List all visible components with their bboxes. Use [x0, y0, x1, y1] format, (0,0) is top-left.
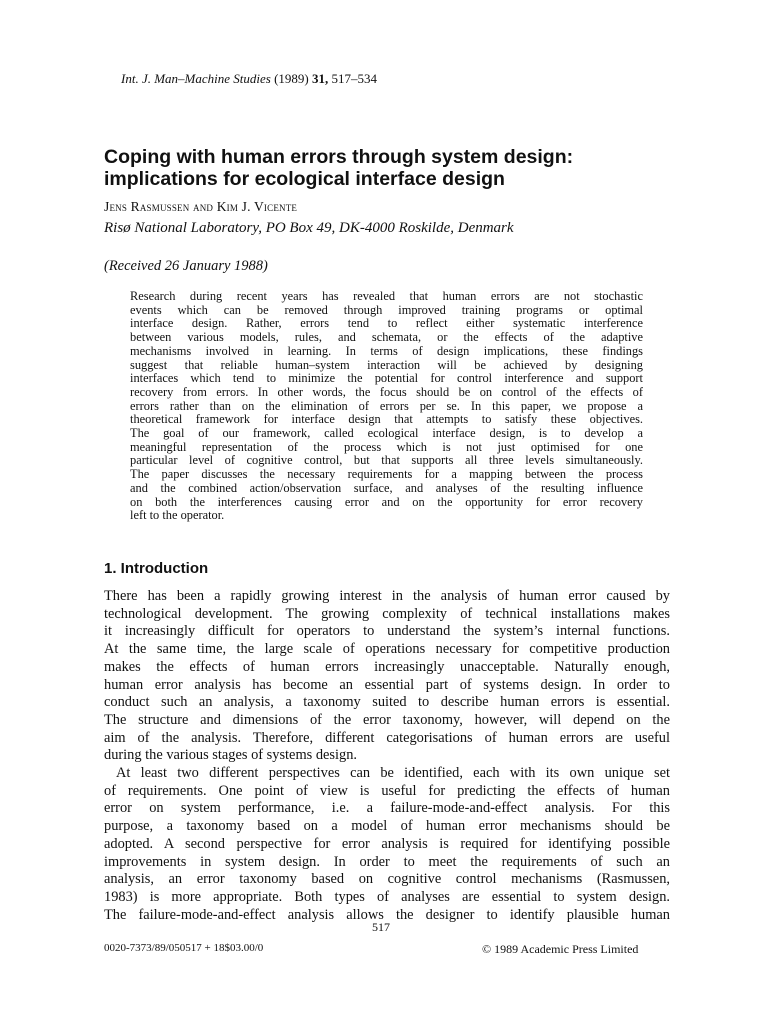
body-line: At the same time, the large scale of operations necessary for competitive production: [104, 641, 670, 658]
body-line: of requirements. One point of view is useful for predicting the effects of human: [104, 782, 670, 799]
abstract-line: suggest that reliable human–system interaction will be achieved by designing: [130, 357, 643, 372]
body-line: error on system performance, i.e. a failure-mode-and-effect analysis. For this: [104, 800, 670, 817]
body-line: technological development. The growing complexity of technical installations makes: [104, 605, 670, 622]
body-line: analysis, an error taxonomy based on cognitive control mechanisms (Rasmussen,: [104, 871, 670, 888]
section-heading: 1. Introduction: [104, 560, 209, 577]
author-list: Jens Rasmussen and Kim J. Vicente: [104, 199, 298, 214]
abstract-line: errors rather than on the elimination of errors per se. In this paper, we propose a: [130, 398, 643, 413]
body-line: during the various stages of systems design.: [104, 747, 358, 764]
abstract-line: The goal of our framework, called ecological interface design, is to develop a: [130, 426, 643, 441]
received-date: (Received 26 January 1988): [104, 258, 268, 274]
abstract-line: and the combined action/observation surface, and analyses of the resulting influence: [130, 480, 643, 495]
body-line: conduct such an analysis, a taxonomy suited to describe human errors is essential.: [104, 694, 670, 711]
body-line: aim of the analysis. Therefore, different categorisations of human errors are useful: [104, 729, 670, 746]
abstract-line: between various models, rules, and schemata, or the effects of the adaptive: [130, 330, 643, 345]
journal-pages: 517–534: [331, 71, 377, 86]
abstract-line: interfaces which tend to minimize the potential for control interference and support: [130, 371, 643, 386]
body-line: improvements in system design. In order to meet the requirements of such an: [104, 853, 670, 870]
copyright-notice: © 1989 Academic Press Limited: [482, 942, 639, 956]
abstract-line: interface design. Rather, errors tend to reflect either systematic interference: [130, 316, 643, 331]
body-line: At least two different perspectives can be identified, each with its own unique set: [116, 765, 670, 782]
journal-reference: [121, 71, 377, 87]
abstract: [130, 290, 643, 523]
journal-name: Int. J. Man–Machine Studies: [121, 71, 271, 86]
journal-volume: 31,: [312, 71, 329, 86]
abstract-line: theoretical framework for interface design that attempts to satisfy these objectives.: [130, 412, 643, 427]
abstract-line: The paper discusses the necessary requirements for a mapping between the process: [130, 467, 643, 482]
body-line: adopted. A second perspective for error analysis is required for identifying possible: [104, 835, 670, 852]
section-body: [104, 588, 670, 924]
abstract-line: on both the interferences causing error and on the opportunity for error recovery: [130, 494, 643, 509]
body-line: human error analysis has become an essential part of systems design. In order to: [104, 676, 670, 693]
body-line: it increasingly difficult for operators to understand the system’s internal functions.: [104, 623, 670, 640]
journal-year: (1989): [274, 71, 309, 86]
abstract-line: Research during recent years has revealed that human errors are not stochastic: [130, 289, 643, 303]
author-affiliation: Risø National Laboratory, PO Box 49, DK-4000 Roskilde, Denmark: [104, 220, 514, 236]
body-line: The structure and dimensions of the error taxonomy, however, will depend on the: [104, 711, 670, 728]
body-line: 1983) is more appropriate. Both types of analyses are essential to system design.: [104, 888, 670, 905]
abstract-line: meaningful representation of the process which is not just optimised for one: [130, 439, 643, 454]
body-line: makes the effects of human errors increasingly unacceptable. Naturally enough,: [104, 658, 670, 675]
abstract-line: recovery from errors. In other words, the focus should be on control of the effects of: [130, 384, 643, 399]
abstract-line: left to the operator.: [130, 508, 225, 523]
abstract-line: events which can be removed through improved training programs or optimal: [130, 302, 643, 317]
paper-title: [104, 146, 684, 190]
abstract-line: mechanisms involved in learning. In terms of design implications, these findings: [130, 343, 643, 358]
body-line: There has been a rapidly growing interest in the analysis of human error caused by: [104, 588, 670, 604]
body-line: purpose, a taxonomy based on a model of human error mechanisms should be: [104, 818, 670, 835]
title-line-2: implications for ecological interface design: [104, 168, 505, 190]
abstract-line: particular level of cognitive control, but that supports all three levels simultaneously.: [130, 453, 643, 468]
page-number: 517: [372, 920, 390, 934]
title-line-1: Coping with human errors through system design:: [104, 146, 574, 168]
body-line: The failure-mode-and-effect analysis allows the designer to identify plausible human: [104, 906, 670, 923]
article-code: 0020-7373/89/050517 + 18$03.00/0: [104, 942, 264, 954]
